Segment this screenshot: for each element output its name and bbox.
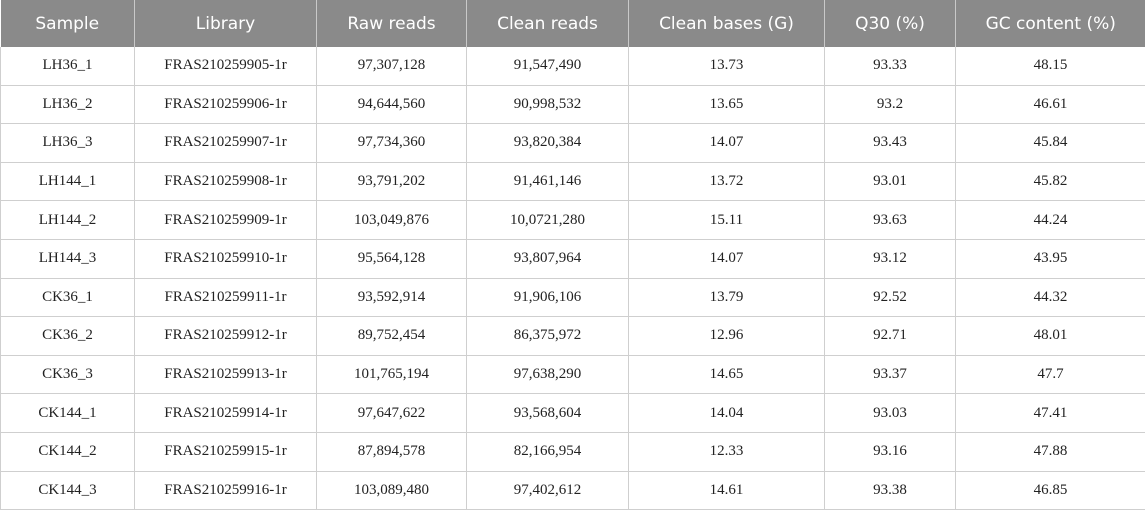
cell-q30: 93.16 bbox=[825, 432, 956, 471]
header-row bbox=[1, 0, 1145, 47]
cell-gc-content: 47.41 bbox=[956, 394, 1145, 433]
cell-gc-content: 47.7 bbox=[956, 355, 1145, 394]
cell-raw-reads: 103,049,876 bbox=[317, 201, 467, 240]
cell-q30: 93.38 bbox=[825, 471, 956, 510]
cell-library: FRAS210259912-1r bbox=[135, 317, 317, 356]
cell-sample: CK36_3 bbox=[1, 355, 135, 394]
table-row bbox=[1, 239, 1145, 278]
cell-library: FRAS210259906-1r bbox=[135, 85, 317, 124]
cell-clean-bases: 14.07 bbox=[629, 124, 825, 163]
cell-gc-content: 45.82 bbox=[956, 162, 1145, 201]
cell-sample: CK36_1 bbox=[1, 278, 135, 317]
cell-clean-reads: 91,461,146 bbox=[467, 162, 629, 201]
cell-clean-reads: 93,568,604 bbox=[467, 394, 629, 433]
cell-clean-bases: 13.79 bbox=[629, 278, 825, 317]
cell-clean-reads: 91,547,490 bbox=[467, 47, 629, 85]
cell-q30: 92.71 bbox=[825, 317, 956, 356]
cell-sample: LH144_2 bbox=[1, 201, 135, 240]
cell-gc-content: 47.88 bbox=[956, 432, 1145, 471]
cell-gc-content: 48.01 bbox=[956, 317, 1145, 356]
cell-sample: CK144_1 bbox=[1, 394, 135, 433]
cell-sample: LH36_1 bbox=[1, 47, 135, 85]
cell-clean-reads: 82,166,954 bbox=[467, 432, 629, 471]
cell-raw-reads: 97,307,128 bbox=[317, 47, 467, 85]
cell-clean-reads: 97,402,612 bbox=[467, 471, 629, 510]
table-row bbox=[1, 278, 1145, 317]
cell-raw-reads: 93,791,202 bbox=[317, 162, 467, 201]
cell-gc-content: 43.95 bbox=[956, 239, 1145, 278]
cell-raw-reads: 103,089,480 bbox=[317, 471, 467, 510]
cell-q30: 93.2 bbox=[825, 85, 956, 124]
table-row bbox=[1, 162, 1145, 201]
cell-q30: 93.43 bbox=[825, 124, 956, 163]
table-row bbox=[1, 355, 1145, 394]
cell-sample: CK36_2 bbox=[1, 317, 135, 356]
cell-q30: 93.12 bbox=[825, 239, 956, 278]
cell-q30: 92.52 bbox=[825, 278, 956, 317]
cell-sample: CK144_3 bbox=[1, 471, 135, 510]
cell-clean-bases: 14.65 bbox=[629, 355, 825, 394]
cell-clean-reads: 10,0721,280 bbox=[467, 201, 629, 240]
cell-gc-content: 44.32 bbox=[956, 278, 1145, 317]
cell-library: FRAS210259916-1r bbox=[135, 471, 317, 510]
cell-sample: LH144_3 bbox=[1, 239, 135, 278]
header-clean-bases: Clean bases (G) bbox=[629, 0, 825, 47]
cell-gc-content: 44.24 bbox=[956, 201, 1145, 240]
table-header bbox=[1, 0, 1145, 47]
cell-sample: LH36_2 bbox=[1, 85, 135, 124]
header-raw-reads: Raw reads bbox=[317, 0, 467, 47]
cell-gc-content: 45.84 bbox=[956, 124, 1145, 163]
table-row bbox=[1, 47, 1145, 85]
table-row bbox=[1, 394, 1145, 433]
cell-q30: 93.01 bbox=[825, 162, 956, 201]
table-row bbox=[1, 124, 1145, 163]
cell-clean-bases: 13.65 bbox=[629, 85, 825, 124]
header-clean-reads: Clean reads bbox=[467, 0, 629, 47]
cell-clean-bases: 14.07 bbox=[629, 239, 825, 278]
table-row bbox=[1, 85, 1145, 124]
cell-library: FRAS210259910-1r bbox=[135, 239, 317, 278]
cell-raw-reads: 93,592,914 bbox=[317, 278, 467, 317]
table-row bbox=[1, 317, 1145, 356]
table-row bbox=[1, 432, 1145, 471]
cell-clean-bases: 12.96 bbox=[629, 317, 825, 356]
cell-q30: 93.33 bbox=[825, 47, 956, 85]
table-row bbox=[1, 201, 1145, 240]
cell-sample: CK144_2 bbox=[1, 432, 135, 471]
cell-clean-reads: 97,638,290 bbox=[467, 355, 629, 394]
header-gc-content: GC content (%) bbox=[956, 0, 1145, 47]
cell-raw-reads: 101,765,194 bbox=[317, 355, 467, 394]
cell-clean-bases: 12.33 bbox=[629, 432, 825, 471]
cell-library: FRAS210259905-1r bbox=[135, 47, 317, 85]
cell-clean-bases: 14.61 bbox=[629, 471, 825, 510]
cell-q30: 93.63 bbox=[825, 201, 956, 240]
cell-raw-reads: 97,647,622 bbox=[317, 394, 467, 433]
cell-q30: 93.37 bbox=[825, 355, 956, 394]
cell-raw-reads: 95,564,128 bbox=[317, 239, 467, 278]
cell-library: FRAS210259907-1r bbox=[135, 124, 317, 163]
cell-clean-bases: 13.73 bbox=[629, 47, 825, 85]
cell-clean-bases: 13.72 bbox=[629, 162, 825, 201]
cell-library: FRAS210259909-1r bbox=[135, 201, 317, 240]
cell-clean-bases: 14.04 bbox=[629, 394, 825, 433]
table-body bbox=[1, 47, 1145, 510]
cell-raw-reads: 97,734,360 bbox=[317, 124, 467, 163]
cell-clean-reads: 90,998,532 bbox=[467, 85, 629, 124]
cell-clean-reads: 91,906,106 bbox=[467, 278, 629, 317]
header-q30: Q30 (%) bbox=[825, 0, 956, 47]
cell-library: FRAS210259914-1r bbox=[135, 394, 317, 433]
header-library: Library bbox=[135, 0, 317, 47]
cell-q30: 93.03 bbox=[825, 394, 956, 433]
cell-clean-bases: 15.11 bbox=[629, 201, 825, 240]
cell-clean-reads: 86,375,972 bbox=[467, 317, 629, 356]
cell-raw-reads: 87,894,578 bbox=[317, 432, 467, 471]
cell-library: FRAS210259911-1r bbox=[135, 278, 317, 317]
cell-raw-reads: 94,644,560 bbox=[317, 85, 467, 124]
cell-clean-reads: 93,807,964 bbox=[467, 239, 629, 278]
cell-sample: LH36_3 bbox=[1, 124, 135, 163]
cell-gc-content: 46.61 bbox=[956, 85, 1145, 124]
cell-library: FRAS210259913-1r bbox=[135, 355, 317, 394]
table-row bbox=[1, 471, 1145, 510]
cell-clean-reads: 93,820,384 bbox=[467, 124, 629, 163]
cell-sample: LH144_1 bbox=[1, 162, 135, 201]
cell-gc-content: 46.85 bbox=[956, 471, 1145, 510]
cell-library: FRAS210259908-1r bbox=[135, 162, 317, 201]
cell-raw-reads: 89,752,454 bbox=[317, 317, 467, 356]
cell-library: FRAS210259915-1r bbox=[135, 432, 317, 471]
header-sample: Sample bbox=[1, 0, 135, 47]
cell-gc-content: 48.15 bbox=[956, 47, 1145, 85]
